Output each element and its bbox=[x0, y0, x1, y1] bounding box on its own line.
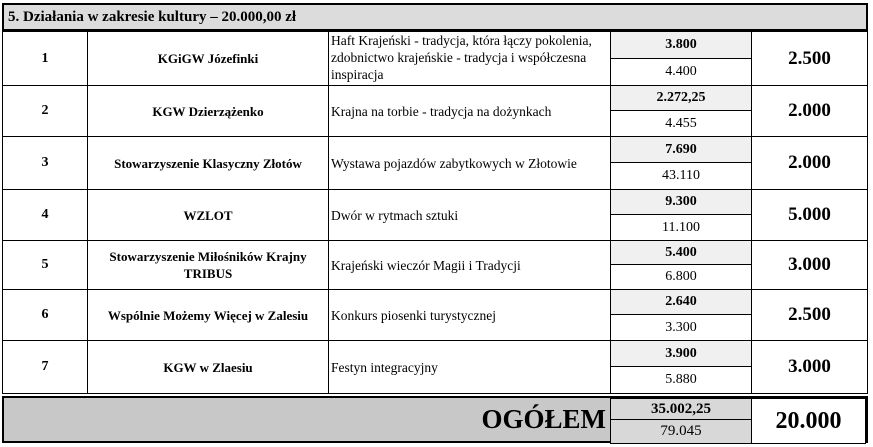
project-title: Haft Krajeński - tradycja, która łączy pokolenia, zdobnictwo krajeńskie - tradycja i współczesna inspiracja bbox=[328, 31, 611, 86]
total-cost-amount: 11.100 bbox=[610, 214, 752, 241]
project-title: Krajeński wieczór Magii i Tradycji bbox=[328, 240, 611, 290]
organization-name: Wspólnie Możemy Więcej w Zalesiu bbox=[87, 289, 329, 341]
project-title: Konkurs piosenki turystycznej bbox=[328, 289, 611, 341]
organization-name: KGW w Zlaesiu bbox=[87, 340, 329, 394]
total-granted-amount: 20.000 bbox=[751, 398, 866, 444]
total-cost-amount: 3.300 bbox=[610, 314, 752, 341]
section-header bbox=[2, 3, 868, 31]
row-number: 2 bbox=[2, 85, 88, 137]
granted-amount: 3.000 bbox=[751, 340, 868, 394]
total-cost-amount: 4.400 bbox=[610, 58, 752, 86]
requested-amount: 5.400 bbox=[610, 240, 752, 265]
total-cost-sum: 79.045 bbox=[610, 419, 752, 444]
granted-amount: 2.500 bbox=[751, 289, 868, 341]
requested-amount: 3.900 bbox=[610, 340, 752, 367]
granted-amount: 3.000 bbox=[751, 240, 868, 290]
granted-amount: 2.000 bbox=[751, 136, 868, 190]
culture-grants-table bbox=[2, 3, 868, 443]
section-title: 5. Działania w zakresie kultury – 20.000,00 zł bbox=[8, 9, 297, 25]
total-cost-amount: 43.110 bbox=[610, 162, 752, 190]
granted-amount: 2.000 bbox=[751, 85, 868, 137]
total-label: OGÓŁEM bbox=[481, 404, 606, 434]
project-title: Wystawa pojazdów zabytkowych w Złotowie bbox=[328, 136, 611, 190]
organization-name: KGiGW Józefinki bbox=[87, 31, 329, 86]
project-title: Krajna na torbie - tradycja na dożynkach bbox=[328, 85, 611, 137]
row-number: 4 bbox=[2, 189, 88, 241]
requested-amount: 2.272,25 bbox=[610, 85, 752, 111]
total-cost-amount: 5.880 bbox=[610, 366, 752, 394]
organization-name: WZLOT bbox=[87, 189, 329, 241]
project-title: Dwór w rytmach sztuki bbox=[328, 189, 611, 241]
total-cost-amount: 4.455 bbox=[610, 110, 752, 137]
organization-name: Stowarzyszenie Miłośników Krajny TRIBUS bbox=[87, 240, 329, 290]
requested-amount: 7.690 bbox=[610, 136, 752, 163]
row-number: 6 bbox=[2, 289, 88, 341]
granted-amount: 5.000 bbox=[751, 189, 868, 241]
project-title: Festyn integracyjny bbox=[328, 340, 611, 394]
requested-amount: 9.300 bbox=[610, 189, 752, 215]
organization-name: Stowarzyszenie Klasyczny Złotów bbox=[87, 136, 329, 190]
requested-amount: 3.800 bbox=[610, 31, 752, 59]
row-number: 7 bbox=[2, 340, 88, 394]
requested-amount: 2.640 bbox=[610, 289, 752, 315]
row-number: 1 bbox=[2, 31, 88, 86]
granted-amount: 2.500 bbox=[751, 31, 868, 86]
total-requested-amount: 35.002,25 bbox=[610, 398, 752, 420]
row-number: 3 bbox=[2, 136, 88, 190]
row-number: 5 bbox=[2, 240, 88, 290]
organization-name: KGW Dzierzążenko bbox=[87, 85, 329, 137]
total-cost-amount: 6.800 bbox=[610, 264, 752, 290]
